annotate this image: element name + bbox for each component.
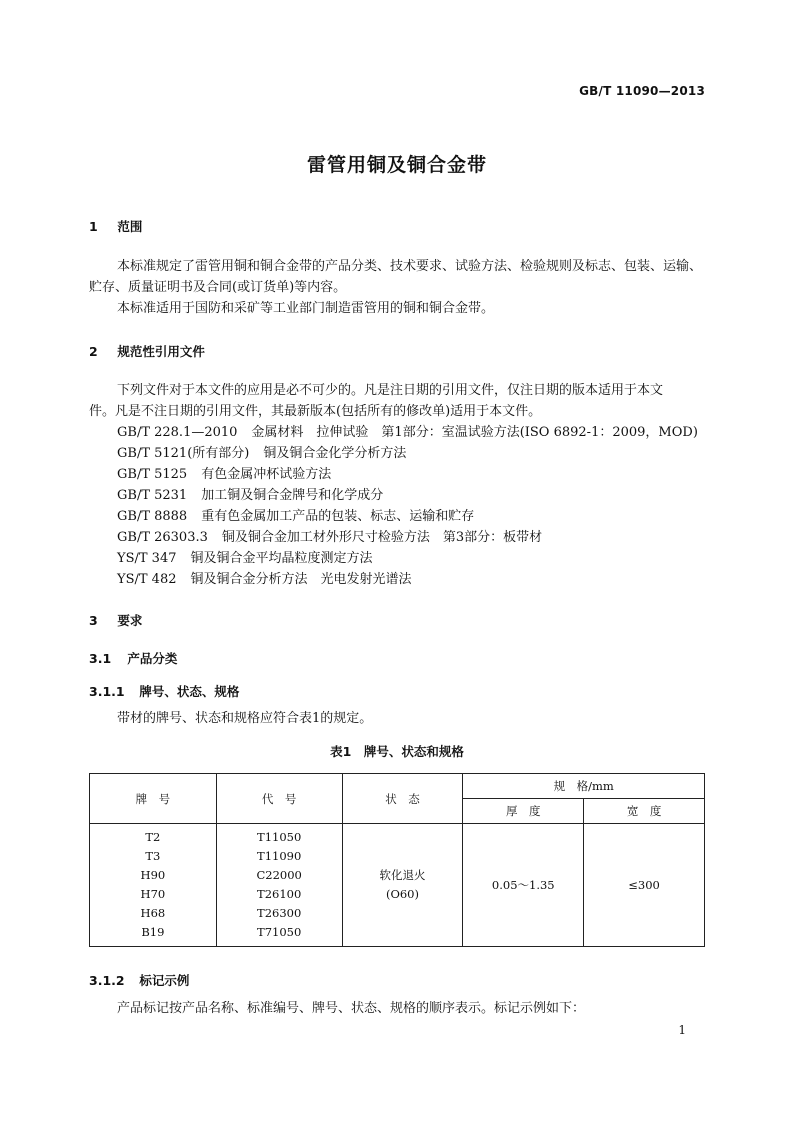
- section-3-1-1-heading: [89, 682, 239, 700]
- code-cell: T11050: [257, 830, 302, 844]
- reference-code: GB/T 228.1—2010: [117, 425, 238, 440]
- section-number: 3.1: [89, 651, 112, 666]
- section-title: 标记示例: [139, 973, 190, 988]
- thickness-cell: [463, 824, 584, 947]
- reference-code: GB/T 5121(所有部分): [117, 446, 250, 461]
- header-temper: 状 态: [342, 774, 463, 824]
- reference-code: GB/T 5125: [117, 467, 188, 482]
- reference-title: 铜及铜合金加工材外形尺寸检验方法 第3部分：板带材: [221, 530, 543, 545]
- grade-cell: T3: [145, 849, 161, 863]
- grade-cell: H70: [140, 887, 166, 901]
- section-number: 2: [89, 344, 98, 359]
- reference-code: GB/T 26303.3: [117, 530, 208, 545]
- section-3-1-2-text: [89, 998, 705, 1019]
- table-row: [90, 824, 705, 947]
- section-3-1-heading: [89, 649, 177, 667]
- grade-cell: H68: [140, 906, 166, 920]
- section-number: 3: [89, 613, 98, 628]
- code-cell: T26100: [257, 887, 302, 901]
- text-line: 件。凡是不注日期的引用文件，其最新版本(包括所有的修改单)适用于本文件。: [89, 404, 542, 419]
- header-spec: 规 格/mm: [463, 774, 705, 799]
- section-3-1-2-heading: [89, 971, 189, 989]
- width-value: ≤300: [628, 877, 660, 892]
- text-line: 产品标记按产品名称、标准编号、牌号、状态、规格的顺序表示。标记示例如下：: [117, 1001, 586, 1016]
- reference-item: [117, 506, 698, 527]
- thickness-value: 0.05～1.35: [491, 877, 555, 892]
- code-cell: T26300: [257, 906, 302, 920]
- table-caption: 表1 牌号、状态和规格: [330, 744, 464, 759]
- standard-code: GB/T 11090—2013: [579, 84, 705, 98]
- section-3-heading: [89, 611, 142, 629]
- section-number: 3.1.1: [89, 684, 125, 699]
- temper-name: 软化退火: [379, 868, 426, 882]
- reference-title: 铜及铜合金化学分析方法: [263, 446, 407, 461]
- reference-title: 加工铜及铜合金牌号和化学成分: [201, 488, 384, 503]
- code-cell: T71050: [257, 925, 302, 939]
- code-column: [216, 824, 342, 947]
- text-line: 本标准适用于国防和采矿等工业部门制造雷管用的铜和铜合金带。: [117, 301, 495, 316]
- reference-title: 重有色金属加工产品的包装、标志、运输和贮存: [201, 509, 475, 524]
- page-number: 1: [678, 1023, 686, 1037]
- reference-item: [117, 485, 698, 506]
- reference-code: YS/T 482: [117, 572, 177, 587]
- reference-item: [117, 548, 698, 569]
- reference-code: GB/T 5231: [117, 488, 188, 503]
- width-cell: [584, 824, 705, 947]
- grade-cell: B19: [141, 925, 165, 939]
- text-line: 带材的牌号、状态和规格应符合表1的规定。: [117, 711, 373, 726]
- temper-cell: [342, 824, 463, 947]
- header-width: 宽 度: [584, 799, 705, 824]
- reference-list: [117, 422, 698, 590]
- text-line: 贮存、质量证明书及合同(或订货单)等内容。: [89, 280, 347, 295]
- text-line: 下列文件对于本文件的应用是必不可少的。凡是注日期的引用文件，仅注日期的版本适用于本文: [117, 383, 664, 398]
- grade-column: [90, 824, 217, 947]
- section-1-heading: [89, 217, 142, 235]
- reference-code: GB/T 8888: [117, 509, 188, 524]
- section-2-heading: [89, 342, 205, 360]
- reference-title: 有色金属冲杯试验方法: [201, 467, 332, 482]
- section-title: 产品分类: [127, 651, 178, 666]
- document-title: 雷管用铜及铜合金带: [306, 154, 487, 176]
- code-cell: C22000: [256, 868, 302, 882]
- section-3-1-1-text: [89, 708, 705, 729]
- grade-cell: T2: [145, 830, 161, 844]
- reference-code: YS/T 347: [117, 551, 177, 566]
- section-title: 要求: [117, 613, 143, 628]
- reference-item: [117, 569, 698, 590]
- section-number: 1: [89, 219, 98, 234]
- scope-paragraph: [89, 256, 705, 319]
- section-title: 牌号、状态、规格: [139, 684, 240, 699]
- reference-item: [117, 422, 698, 443]
- temper-code: (O60): [385, 887, 419, 901]
- section-title: 规范性引用文件: [117, 344, 205, 359]
- header-thickness: 厚 度: [463, 799, 584, 824]
- normative-intro: [89, 380, 705, 422]
- header-grade: 牌 号: [90, 774, 217, 824]
- reference-title: 铜及铜合金分析方法 光电发射光谱法: [190, 572, 412, 587]
- reference-title: 金属材料 拉伸试验 第1部分：室温试验方法(ISO 6892-1：2009，MOD): [251, 425, 698, 440]
- text-line: 本标准规定了雷管用铜和铜合金带的产品分类、技术要求、试验方法、检验规则及标志、包装、运输、: [117, 259, 703, 274]
- grade-temper-spec-table: [89, 773, 705, 947]
- table-header-row: [90, 774, 705, 799]
- header-code: 代 号: [216, 774, 342, 824]
- section-title: 范围: [117, 219, 143, 234]
- reference-item: [117, 464, 698, 485]
- reference-item: [117, 443, 698, 464]
- grade-cell: H90: [140, 868, 166, 882]
- reference-title: 铜及铜合金平均晶粒度测定方法: [190, 551, 373, 566]
- code-cell: T11090: [257, 849, 302, 863]
- reference-item: [117, 527, 698, 548]
- section-number: 3.1.2: [89, 973, 125, 988]
